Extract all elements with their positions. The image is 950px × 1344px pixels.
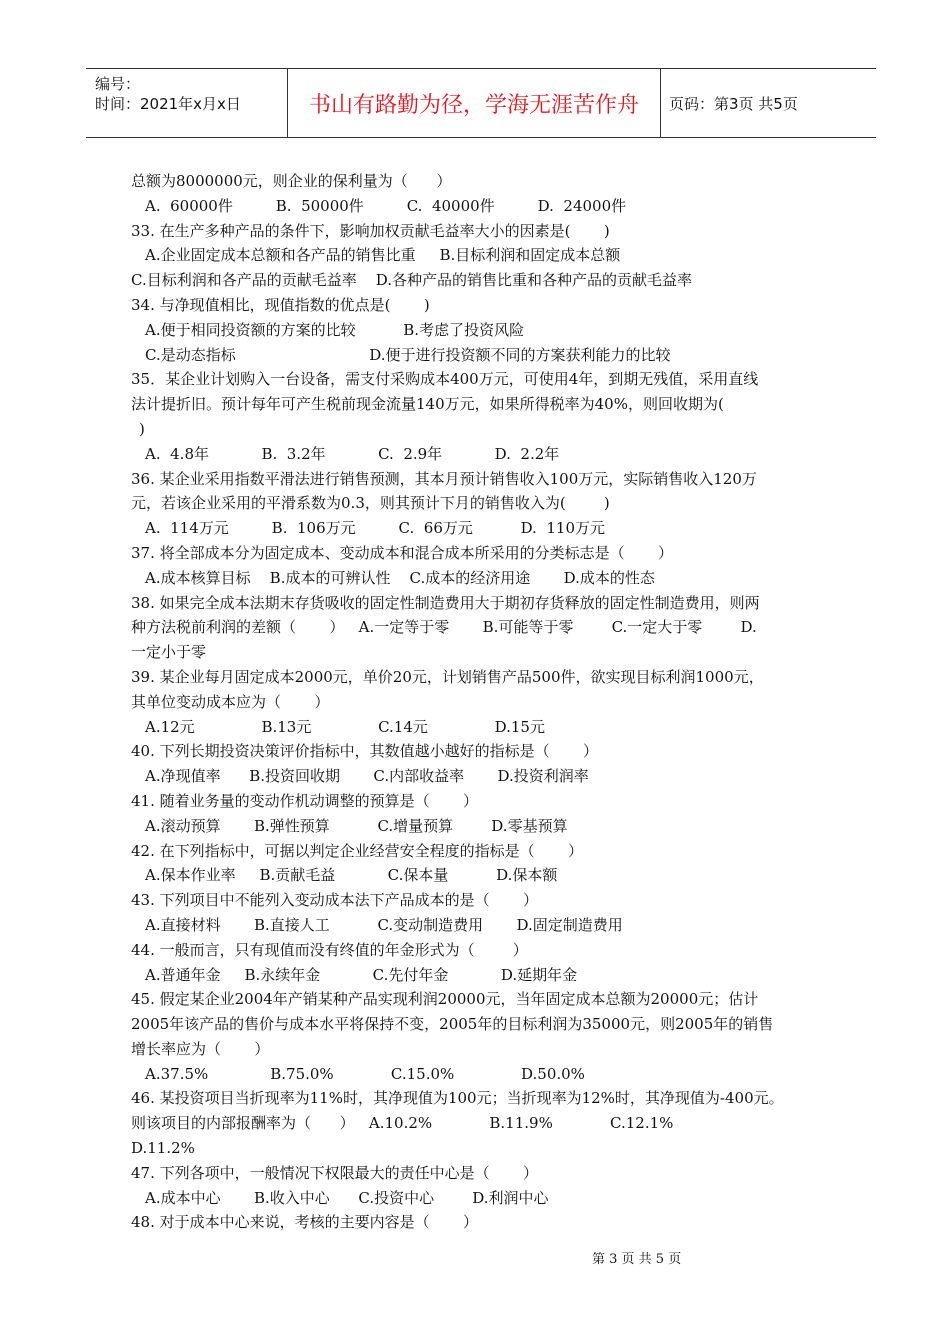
text-line: 48. 对于成本中心来说，考核的主要内容是（ ） <box>131 1213 479 1232</box>
text-line: A.保本作业率 B.贡献毛益 C.保本量 D.保本额 <box>145 866 558 885</box>
text-line: 46. 某投资项目当折现率为11%时，其净现值为100元；当折现率为12%时，其净现值为-400元。 <box>131 1089 784 1108</box>
text-line: 元，若该企业采用的平滑系数为0.3，则其预计下月的销售收入为( ) <box>131 494 610 513</box>
text-line: 35．某企业计划购入一台设备，需支付采购成本400万元，可使用4年，到期无残值，采用直线 <box>131 370 759 389</box>
text-line: 总额为8000000元，则企业的保利量为（ ） <box>131 172 452 190</box>
text-line: A.滚动预算 B.弹性预算 C.增量预算 D.零基预算 <box>145 816 568 835</box>
header-motto: 书山有路勤为径，学海无涯苦作舟 <box>308 93 639 118</box>
text-line: 45. 假定某企业2004年产销某种产品实现利润20000元，当年固定成本总额为20000元；估计 <box>131 990 759 1009</box>
header-page-info: 页码：第3页 共5页 <box>669 95 798 113</box>
text-line: 36. 某企业采用指数平滑法进行销售预测，其本月预计销售收入100万元，实际销售收入120万 <box>131 469 757 488</box>
text-line: A.直接材料 B.直接人工 C.变动制造费用 D.固定制造费用 <box>145 915 623 934</box>
text-line: A. 60000件 B. 50000件 C. 40000件 D. 24000件 <box>145 196 627 215</box>
text-line: A.37.5% B.75.0% C.15.0% D.50.0% <box>145 1064 585 1083</box>
text-line: 42. 在下列指标中，可据以判定企业经营安全程度的指标是（ ） <box>131 841 584 860</box>
document-time-label: 时间：2021年x月x日 <box>95 95 241 113</box>
text-line: A.便于相同投资额的方案的比较 B.考虑了投资风险 <box>145 320 525 339</box>
document-number-label: 编号： <box>95 75 141 93</box>
text-line: 39. 某企业每月固定成本2000元，单价20元，计划销售产品500件，欲实现目标利润1000元， <box>131 667 764 686</box>
text-line: A.成本中心 B.收入中心 C.投资中心 D.利润中心 <box>145 1188 549 1207</box>
text-line: 40. 下列长期投资决策评价指标中，其数值越小越好的指标是（ ） <box>131 742 599 761</box>
text-line: ) <box>139 419 145 438</box>
text-line: 33. 在生产多种产品的条件下，影响加权贡献毛益率大小的因素是( ) <box>131 221 610 240</box>
text-line: 38. 如果完全成本法期末存货吸收的固定性制造费用大于期初存货释放的固定性制造费用，则两 <box>131 593 760 612</box>
text-line: A. 114万元 B. 106万元 C. 66万元 D. 110万元 <box>145 519 605 538</box>
text-line: 增长率应为（ ） <box>131 1039 270 1058</box>
text-line: 则该项目的内部报酬率为（ ） A.10.2% B.11.9% C.12.1% <box>131 1114 674 1133</box>
text-line: 法计提折旧。预计每年可产生税前现金流量140万元，如果所得税率为40%，则回收期为( <box>131 395 724 414</box>
text-line: 2005年该产品的售价与成本水平将保持不变，2005年的目标利润为35000元，则2005年的销售 <box>131 1015 774 1034</box>
text-line: C.目标利润和各产品的贡献毛益率 D.各种产品的销售比重和各种产品的贡献毛益率 <box>131 271 693 290</box>
text-line: 43. 下列项目中不能列入变动成本法下产品成本的是（ ） <box>131 891 539 910</box>
page-footer: 第 3 页 共 5 页 <box>592 1252 682 1267</box>
header-right-cell <box>661 69 876 137</box>
text-line: A.成本核算目标 B.成本的可辨认性 C.成本的经济用途 D.成本的性态 <box>145 568 655 587</box>
header-middle-cell <box>287 69 661 137</box>
text-line: 44. 一般而言，只有现值而没有终值的年金形式为（ ） <box>131 940 528 959</box>
text-line: 34. 与净现值相比，现值指数的优点是( ) <box>131 295 430 314</box>
text-line: C.是动态指标 D.便于进行投资额不同的方案获利能力的比较 <box>145 345 671 364</box>
text-line: A.企业固定成本总额和各产品的销售比重 B.目标利润和固定成本总额 <box>145 246 621 265</box>
text-line: 37. 将全部成本分为固定成本、变动成本和混合成本所采用的分类标志是（ ） <box>131 543 674 562</box>
page-header <box>86 68 876 138</box>
text-line: A.普通年金 B.永续年金 C.先付年金 D.延期年金 <box>145 965 578 984</box>
text-line: D.11.2% <box>131 1139 195 1158</box>
text-line: 种方法税前利润的差额（ ） A.一定等于零 B.可能等于零 C.一定大于零 D. <box>131 618 757 637</box>
text-line: 一定小于零 <box>131 643 207 662</box>
text-line: A.净现值率 B.投资回收期 C.内部收益率 D.投资利润率 <box>145 767 589 786</box>
text-line: 47. 下列各项中，一般情况下权限最大的责任中心是（ ） <box>131 1163 539 1182</box>
text-line: 41. 随着业务量的变动作机动调整的预算是（ ） <box>131 791 479 810</box>
text-line: A.12元 B.13元 C.14元 D.15元 <box>145 717 545 736</box>
text-line: A. 4.8年 B. 3.2年 C. 2.9年 D. 2.2年 <box>145 444 560 463</box>
text-line: 其单位变动成本应为（ ） <box>131 692 330 711</box>
question-body <box>131 169 851 1235</box>
header-left-cell <box>86 69 286 137</box>
